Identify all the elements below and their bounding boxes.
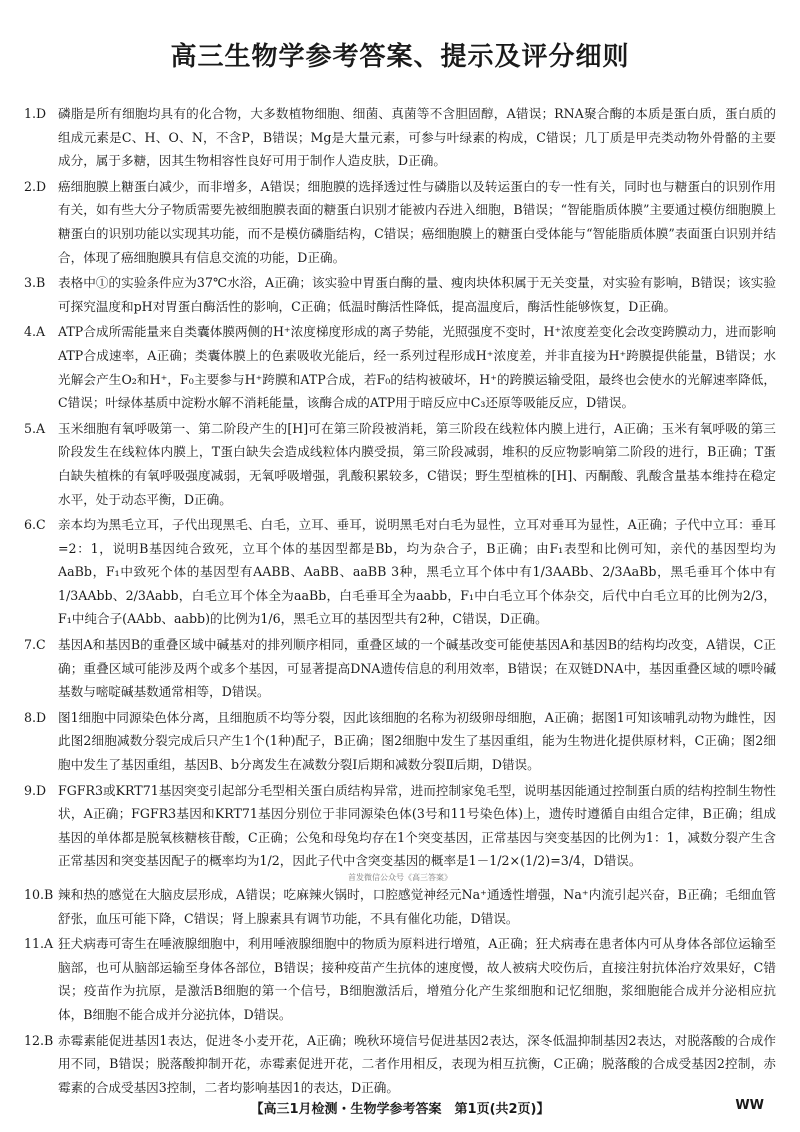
answer-explanation: 辣和热的感觉在大脑皮层形成，A错误；吃麻辣火锅时，口腔感觉神经元Na⁺通透性增强，Na⁺内流引起兴奋，B正确；毛细血管舒张，血压可能下降，C错误；肾上腺素具有调节功能，不具有催化功能，D错误。	[58, 887, 776, 926]
answer-explanation: ATP合成所需能量来自类囊体膜两侧的H⁺浓度梯度形成的离子势能，光照强度不变时，H⁺浓度差变化会改变跨膜动力，进而影响ATP合成速率，A正确；类囊体膜上的色素吸收光能后，经一系列过程形成H⁺浓度差，并非直接为H⁺跨膜提供能量，B错误；水光解会产生O₂和H⁺，F₀主要参与H⁺跨膜和ATP合成，若F₀的结构被破坏，H⁺的跨膜运输受阻，最终也会使水的光解速率降低，C错误；叶绿体基质中淀粉水解不消耗能量，该酶合成的ATP用于暗反应中C₃还原等吸能反应，D错误。	[58, 324, 776, 411]
answer-item-8	[24, 706, 776, 777]
answer-number: 12.B	[24, 1032, 54, 1048]
footer-code: WW	[735, 1098, 764, 1113]
answer-explanation: FGFR3或KRT71基因突变引起部分毛型相关蛋白质结构异常，进而控制家兔毛型，说明基因能通过控制蛋白质的结构控制生物性状，A正确；FGFR3基因和KRT71基因分别位于非同源染色体(3号和11号染色体)上，遗传时遵循自由组合定律，B正确；组成基因的单体都是脱氧核糖核苷酸，C正确；公兔和母兔均存在1个突变基因，正常基因与突变基因的比例为1：1，减数分裂产生含正常基因和突变基因配子的概率均为1/2，因此子代中含突变基因的概率是1－1/2×(1/2)=3/4，D错误。	[58, 782, 776, 869]
answer-item-10	[24, 883, 776, 930]
answer-number: 3.B	[24, 275, 46, 291]
answer-explanation: 赤霉素能促进基因1表达，促进冬小麦开花，A正确；晚秋环境信号促进基因2表达，深冬低温抑制基因2表达，对脱落酸的合成作用不同，B错误；脱落酸抑制开花，赤霉素促进开花，二者作用相反，表现为相互抗衡，C正确；脱落酸的合成受基因2控制，赤霉素的合成受基因3控制，二者均影响基因1的表达，D正确。	[58, 1032, 776, 1095]
answer-number: 10.B	[24, 887, 54, 902]
answer-explanation: 玉米细胞有氧呼吸第一、第二阶段产生的[H]可在第三阶段被消耗，第三阶段在线粒体内膜上进行，A正确；玉米有氧呼吸的第三阶段发生在线粒体内膜上，T蛋白缺失会造成线粒体内膜受损，第三阶段减弱，堆积的反应物影响第二阶段的进行，B正确；T蛋白缺失植株的有氧呼吸强度减弱，无氧呼吸增强，乳酸积累较多，C错误；野生型植株的[H]、丙酮酸、乳酸含量基本维持在稳定水平，处于动态平衡，D正确。	[58, 420, 776, 507]
answer-number: 8.D	[24, 709, 47, 725]
page-footer: 【高三1月检测・生物学参考答案 第1页(共2页)】	[250, 1102, 550, 1117]
answer-explanation: 表格中①的实验条件应为37℃水浴，A正确；该实验中胃蛋白酶的量、瘦肉块体积属于无关变量，对实验有影响，B错误；该实验可探究温度和pH对胃蛋白酶活性的影响，C正确；低温时酶活性降低，提高温度后，酶活性能够恢复，D正确。	[58, 275, 776, 314]
answer-number: 5.A	[24, 420, 46, 436]
answer-explanation: 亲本均为黑毛立耳，子代出现黑毛、白毛，立耳、垂耳，说明黑毛对白毛为显性，立耳对垂耳为显性，A正确；子代中立耳：垂耳=2：1，说明B基因纯合致死，立耳个体的基因型都是Bb，均为杂合子，B正确；由F₁表型和比例可知，亲代的基因型均为AaBb，F₁中致死个体的基因型有AABB、AaBB、aaBB 3种，黑毛立耳个体中有1/3AABb、2/3AaBb，黑毛垂耳个体中有1/3AAbb、2/3Aabb，白毛立耳个体全为aaBb，白毛垂耳全为aabb，F₁中白毛立耳个体杂交，后代中白毛立耳的比例为2/3，F₁中纯合子(AAbb、aabb)的比例为1/6，黑毛立耳的基因型共有2种，C错误，D正确。	[58, 517, 776, 627]
answer-number: 7.C	[24, 637, 46, 653]
answer-item-2	[24, 175, 776, 269]
answer-item-11	[24, 932, 776, 1026]
page-title: 高三生物学参考答案、提示及评分细则	[170, 42, 630, 72]
answer-item-9	[24, 779, 776, 873]
watermark-text: 首发微信公众号《高三答案》	[348, 873, 452, 882]
answer-number: 6.C	[24, 517, 46, 533]
answer-list	[24, 102, 776, 1101]
answer-item-3	[24, 271, 776, 318]
answer-explanation: 磷脂是所有细胞均具有的化合物，大多数植物细胞、细菌、真菌等不含胆固醇，A错误；RNA聚合酶的本质是蛋白质，蛋白质的组成元素是C、H、O、N，不含P，B错误；Mg是大量元素，可参与叶绿素的构成，C错误；几丁质是甲壳类动物外骨骼的主要成分，属于多糖，因其生物相容性良好可用于制作人造皮肤，D正确。	[58, 106, 776, 169]
answer-explanation: 狂犬病毒可寄生在唾液腺细胞中，利用唾液腺细胞中的物质为原料进行增殖，A正确；狂犬病毒在患者体内可从身体各部位运输至脑部，也可从脑部运输至身体各部位，B错误；接种疫苗产生抗体的速度慢，故人被病犬咬伤后，直接注射抗体治疗效果好，C错误；疫苗作为抗原，是激活B细胞的第一个信号，B细胞激活后，增殖分化产生浆细胞和记忆细胞，浆细胞能合成并分泌相应抗体，B细胞不能合成并分泌抗体，D错误。	[58, 936, 776, 1022]
answer-explanation: 图1细胞中同源染色体分离，且细胞质不均等分裂，因此该细胞的名称为初级卵母细胞，A正确；据图1可知该哺乳动物为雌性，因此图2细胞减数分裂完成后只产生1个(1种)配子，B正确；图2细胞中发生了基因重组，能为生物进化提供原材料，C正确；图2细胞中发生了基因重组，基因B、b分离发生在减数分裂Ⅰ后期和减数分裂Ⅱ后期，D错误。	[58, 709, 776, 773]
answer-item-7	[24, 633, 776, 704]
answer-number: 11.A	[24, 936, 54, 952]
answer-item-6	[24, 513, 776, 631]
answer-number: 2.D	[24, 178, 47, 194]
answer-number: 4.A	[24, 324, 46, 340]
answer-number: 1.D	[24, 106, 47, 121]
answer-explanation: 基因A和基因B的重叠区域中碱基对的排列顺序相同，重叠区域的一个碱基改变可能使基因A和基因B的结构均改变，A错误，C正确；重叠区域可能涉及两个或多个基因，可显著提高DNA遗传信息的利用效率，B错误；在双链DNA中，基因重叠区域的嘌呤碱基数与嘧啶碱基数通常相等，D错误。	[58, 637, 776, 700]
answer-number: 9.D	[24, 782, 47, 798]
answer-item-12	[24, 1029, 776, 1100]
answer-item-5	[24, 417, 776, 511]
answer-item-4	[24, 320, 776, 414]
answer-item-1	[24, 102, 776, 173]
answer-explanation: 癌细胞膜上糖蛋白减少，而非增多，A错误；细胞膜的选择透过性与磷脂以及转运蛋白的专一性有关，同时也与糖蛋白的识别作用有关，如有些大分子物质需要先被细胞膜表面的糖蛋白识别才能被内吞进入细胞，B错误；“智能脂质体膜”主要通过模仿细胞膜上糖蛋白的识别功能以实现其功能，而不是模仿磷脂结构，C错误；癌细胞膜上的糖蛋白受体能与“智能脂质体膜”表面蛋白识别并结合，体现了癌细胞膜具有信息交流的功能，D正确。	[58, 178, 776, 265]
